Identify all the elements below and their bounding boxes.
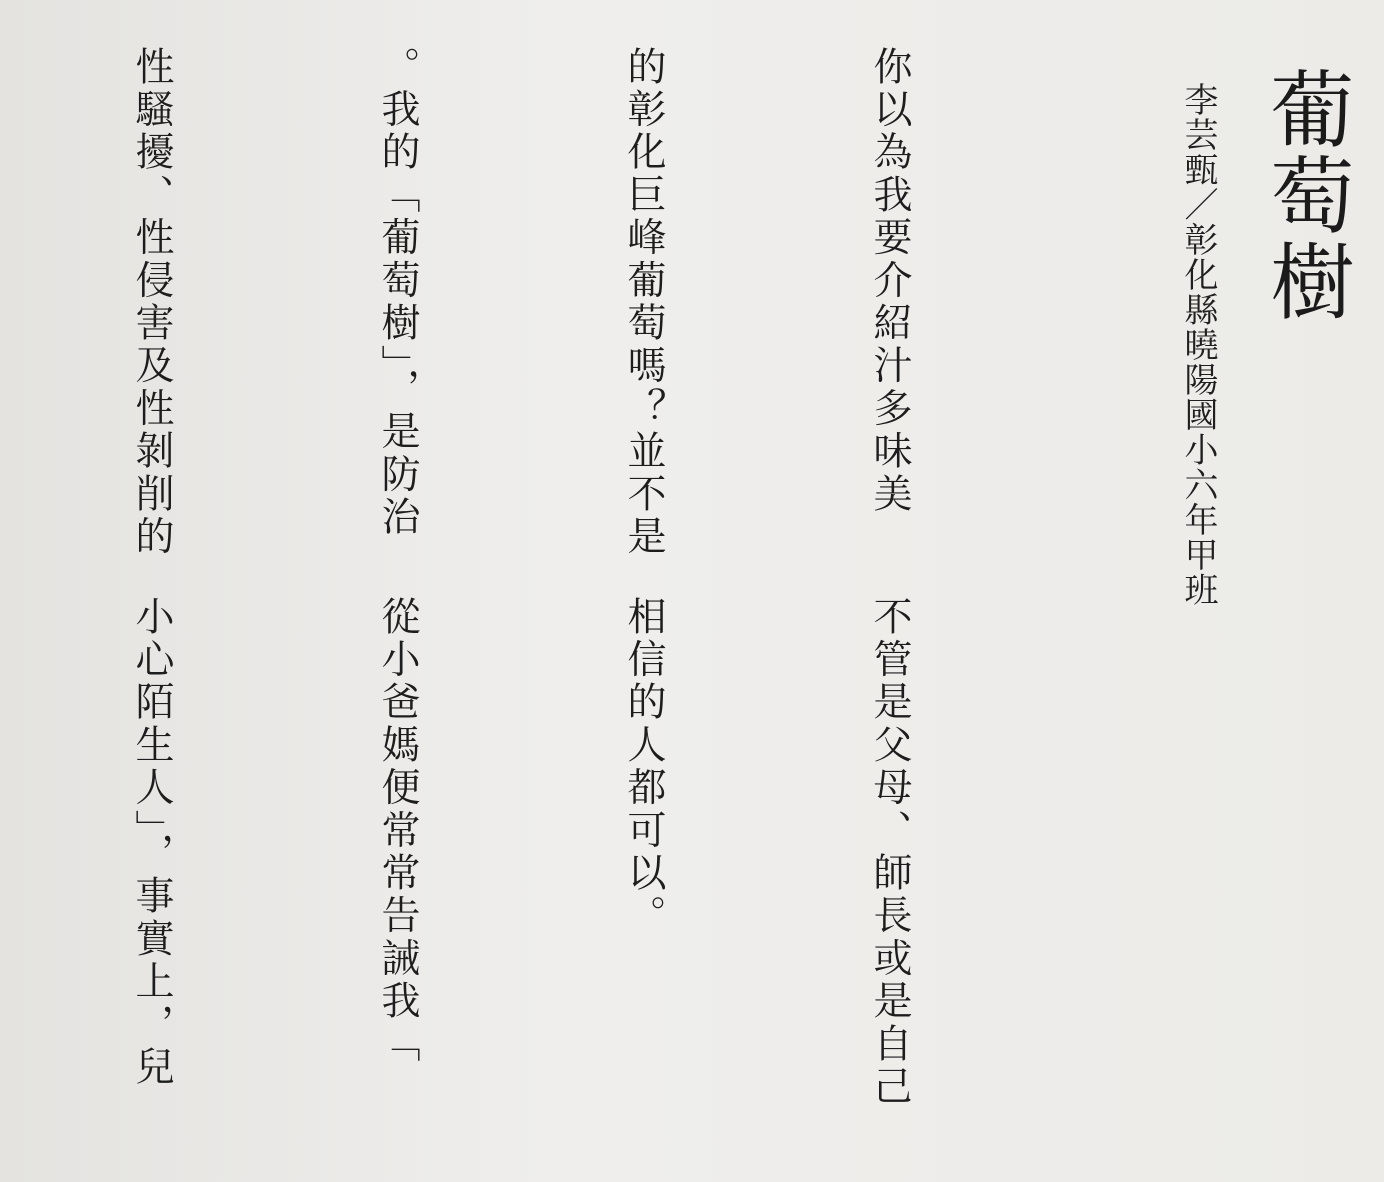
article-body-upper xyxy=(34,46,1094,576)
text-column: 的彰化巨峰葡萄嗎？並不是 xyxy=(621,46,666,559)
article-body-lower xyxy=(34,596,1094,1176)
text-column: 相信的人都可以。 xyxy=(621,596,666,938)
text-column: 。我的「葡萄樹」，是防治 xyxy=(375,46,420,539)
school-name: 彰化縣曉陽國小六年甲班 xyxy=(1178,222,1218,607)
text-column: 性騷擾、性侵害及性剝削的 xyxy=(129,46,174,559)
byline xyxy=(1168,82,1228,702)
text-column: 小心陌生人」，事實上，兒 xyxy=(129,596,174,1089)
text-column: 從小爸媽便常常告誡我「 xyxy=(375,596,420,1066)
author-name: 李芸甄 xyxy=(1178,82,1218,187)
text-column: 你以為我要介紹汁多味美 xyxy=(867,46,912,516)
article-title: 葡萄樹 xyxy=(1257,66,1355,324)
text-column: 不管是父母、師長或是自己 xyxy=(867,596,912,1109)
byline-separator: ／ xyxy=(1178,187,1218,222)
